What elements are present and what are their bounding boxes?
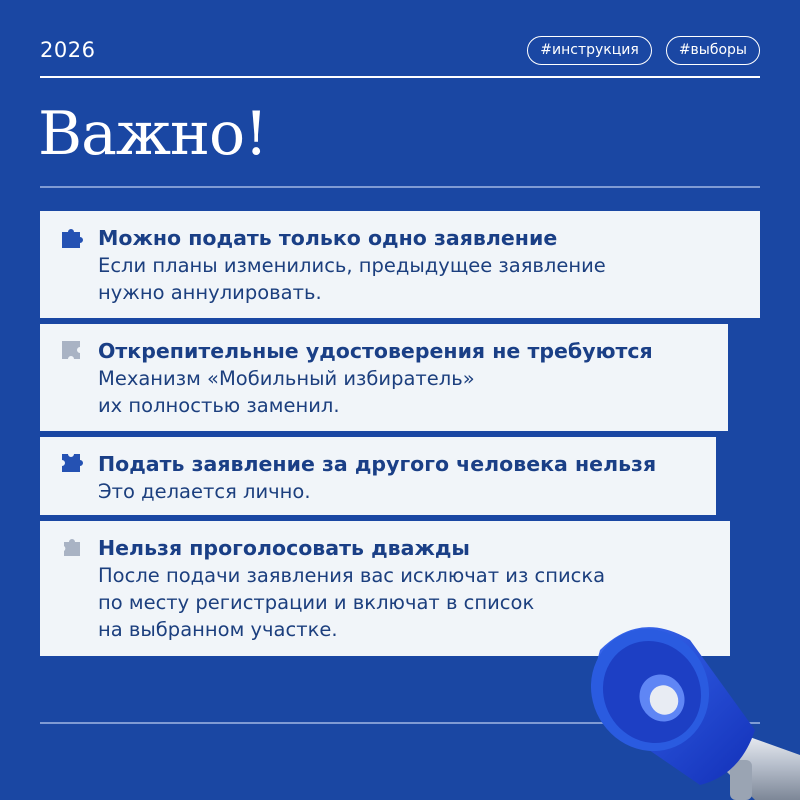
puzzle-icon (60, 226, 84, 248)
top-divider (40, 76, 760, 78)
megaphone-icon (580, 580, 800, 800)
page-title: Важно! (38, 99, 268, 169)
year-label: 2026 (40, 38, 96, 62)
card-text: После подачи заявления вас исключат из списка по месту регистрации и включат в список на выбранном участке. (98, 564, 606, 641)
card-text: Если планы изменились, предыдущее заявление нужно аннулировать. (98, 254, 606, 304)
puzzle-icon (60, 339, 84, 361)
hashtag-instruction[interactable]: #инструкция (527, 36, 652, 65)
hashtag-elections[interactable]: #выборы (666, 36, 760, 65)
card-heading: Нельзя проголосовать дважды (98, 536, 470, 560)
hashtag-group (527, 36, 760, 65)
title-divider (40, 186, 760, 188)
puzzle-icon (60, 536, 84, 558)
card-heading: Открепительные удостоверения не требуются (98, 339, 653, 363)
puzzle-icon (60, 452, 84, 474)
card-heading: Можно подать только одно заявление (98, 226, 558, 250)
info-card-absentee-certificates (40, 324, 728, 431)
info-card-single-application (40, 211, 760, 318)
card-heading: Подать заявление за другого человека нельзя (98, 452, 657, 476)
card-text: Это делается лично. (98, 480, 311, 503)
card-text: Механизм «Мобильный избиратель» их полностью заменил. (98, 367, 475, 417)
info-card-no-proxy (40, 437, 716, 515)
